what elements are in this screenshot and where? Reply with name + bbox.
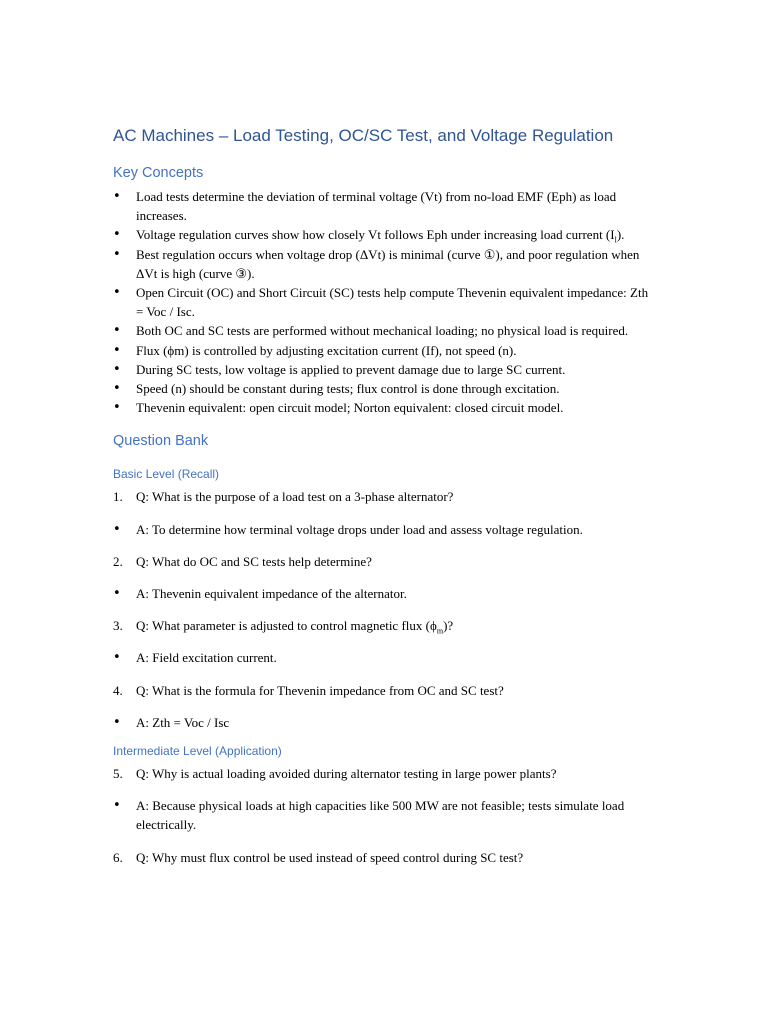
- list-item: • Thevenin equivalent: open circuit model; Norton equivalent: closed circuit model.: [113, 398, 658, 417]
- question-number: 4.: [113, 682, 123, 698]
- question-bank-heading: Question Bank: [113, 433, 209, 450]
- answer-item: • A: Because physical loads at high capacities like 500 MW are not feasible; tests simulate load electrically.: [113, 796, 658, 834]
- list-item: • Open Circuit (OC) and Short Circuit (SC) tests help compute Thevenin equivalent impedance: Zth = Voc / Isc.: [113, 283, 658, 321]
- question-item: 6. Q: Why must flux control be used instead of speed control during SC test?: [113, 848, 658, 867]
- answer-item: • A: Field excitation current.: [113, 648, 658, 667]
- question-number: 1.: [113, 489, 123, 505]
- key-concepts-heading: Key Concepts: [113, 165, 204, 181]
- intermediate-level-heading: Intermediate Level (Application): [113, 744, 282, 759]
- key-concepts-list: [113, 187, 658, 417]
- question-item: 1. Q: What is the purpose of a load test on a 3-phase alternator?: [113, 487, 658, 506]
- list-item: • Best regulation occurs when voltage drop (ΔVt) is minimal (curve ①), and poor regulation when ΔVt is high (curve ③).: [113, 245, 658, 283]
- list-item: • Speed (n) should be constant during tests; flux control is done through excitation.: [113, 379, 658, 398]
- question-number: 2.: [113, 553, 123, 569]
- question-item: 3. Q: What parameter is adjusted to control magnetic flux $(\phi_m)$?: [113, 618, 454, 636]
- list-item: • Both OC and SC tests are performed without mechanical loading; no physical load is required.: [113, 321, 658, 340]
- document-content: [113, 125, 658, 880]
- question-number: 3.: [113, 618, 123, 634]
- question-item: 5. Q: Why is actual loading avoided during alternator testing in large power plants?: [113, 764, 658, 783]
- list-item: • Flux (ϕm) is controlled by adjusting excitation current (If), not speed (n).: [113, 341, 658, 360]
- list-item: • Voltage regulation curves show how closely Vt follows Eph under increasing load current $(I_l)$.: [113, 225, 658, 244]
- question-item: 2. Q: What do OC and SC tests help determine?: [113, 552, 658, 571]
- list-item: • During SC tests, low voltage is applied to prevent damage due to large SC current.: [113, 360, 658, 379]
- answer-item: • A: Thevenin equivalent impedance of the alternator.: [113, 584, 658, 603]
- answer-item: • A: Zth = Voc / Isc: [113, 713, 658, 732]
- basic-level-heading: Basic Level (Recall): [113, 467, 220, 482]
- answer-item: • A: To determine how terminal voltage drops under load and assess voltage regulation.: [113, 520, 658, 539]
- question-number: 5.: [113, 766, 123, 782]
- list-item: • Load tests determine the deviation of terminal voltage (Vt) from no-load EMF (Eph) as load increases.: [113, 187, 658, 225]
- page-title: AC Machines – Load Testing, OC/SC Test, and Voltage Regulation: [113, 126, 614, 145]
- question-item: 4. Q: What is the formula for Thevenin impedance from OC and SC test?: [113, 681, 658, 700]
- question-number: 6.: [113, 849, 123, 865]
